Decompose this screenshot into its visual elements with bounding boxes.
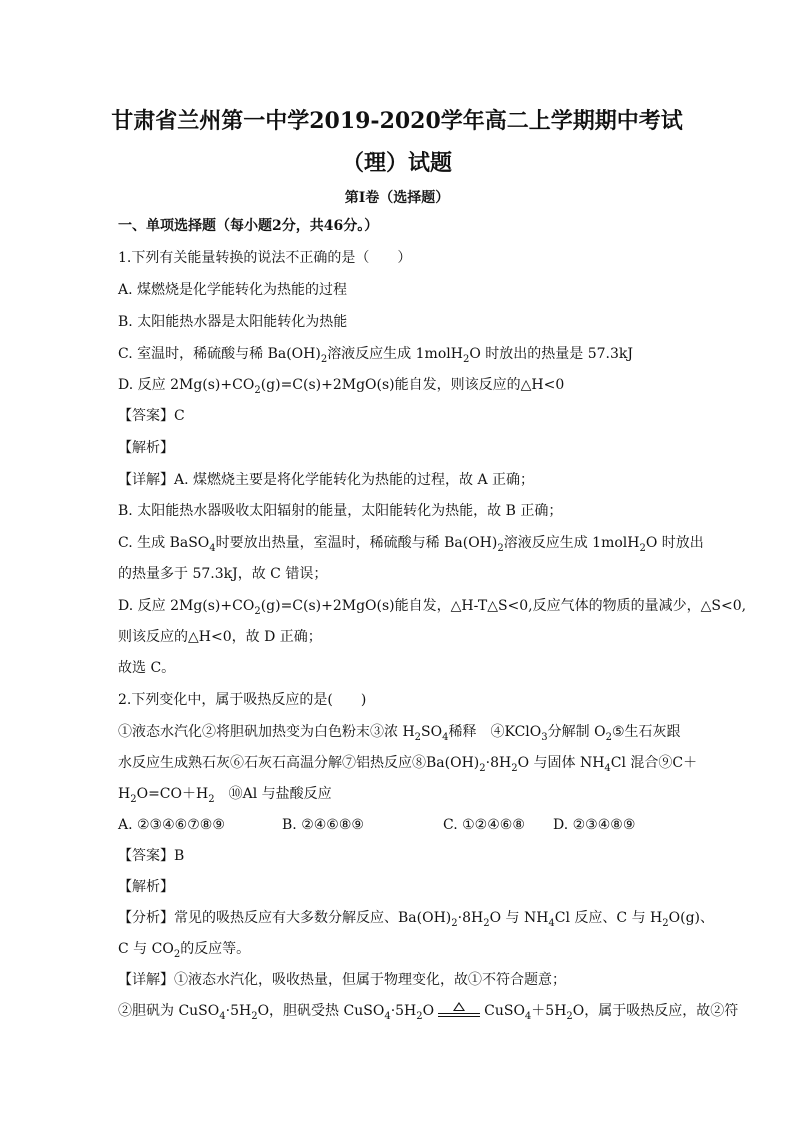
question-2-option-d: D. ②③④⑧⑨ — [553, 817, 636, 833]
question-1-analysis-label: 【解析】 — [118, 440, 174, 456]
question-2-option-b: B. ②④⑥⑧⑨ — [282, 817, 364, 833]
section-heading: 第Ⅰ卷（选择题） — [344, 190, 450, 206]
question-1-option-c: C. 室温时，稀硫酸与稀 $Ba(OH)_2$溶液反应生成 1molH$_2$O 时放出的热量是 57.3kJ — [118, 346, 633, 365]
page-title-line-2: （理）试题 — [341, 150, 452, 176]
question-1-explanation-b: B. 太阳能热水器吸收太阳辐射的能量，太阳能转化为热能，故 B 正确； — [118, 503, 563, 519]
question-1-option-a: A. 煤燃烧是化学能转化为热能的过程 — [118, 282, 348, 298]
question-2-items-line-2: 水反应生成熟石灰⑥石灰石高温分解⑦铝热反应$⑧Ba(OH)_2\cdot 8H_2O$ 与固体 $NH_4Cl$ 混合⑨C＋ — [118, 755, 698, 774]
question-1-explanation-a: 【详解】A. 煤燃烧主要是将化学能转化为热能的过程，故 A 正确； — [118, 472, 535, 488]
part-heading: 一、单项选择题（每小题2分，共46分。） — [118, 218, 379, 234]
question-1-explanation-c-cont: 的热量多于 57.3kJ，故 C 错误； — [118, 566, 328, 582]
question-2-items-line-1: ①液态水汽化②将胆矾加热变为白色粉末③浓 $H_2SO_4$稀释 ④KClO$_3$分解制 $O_2⑤$生石灰跟 — [118, 724, 681, 743]
question-2-analysis-label: 【解析】 — [118, 879, 174, 895]
question-1-stem: 1.下列有关能量转换的说法不正确的是（ ） — [118, 250, 412, 266]
page-title: 甘肃省兰州第一中学2019-2020学年高二上学期期中考试 — [111, 108, 683, 134]
question-2-items-line-3: $H_2O=CO+H_2$ ⑩Al 与盐酸反应 — [118, 786, 332, 805]
question-1-explanation-d-cont: 则该反应的△H<0，故 D 正确； — [118, 629, 322, 645]
question-2-stem: 2.下列变化中，属于吸热反应的是( ) — [118, 692, 367, 708]
question-1-explanation-d: D. 反应 $2Mg(s)+CO_2(g)=C(s)+2MgO(s)$能自发，△H-T△S<0,反应气体的物质的量减少，△S<0, — [118, 598, 747, 617]
question-1-option-b: B. 太阳能热水器是太阳能转化为热能 — [118, 314, 348, 330]
heating-arrow-icon — [438, 1004, 480, 1018]
question-1-explanation-c: C. 生成 BaSO$_4$时要放出热量，室温时，稀硫酸与稀 $Ba(OH)_2$溶液反应生成 1molH$_2$O 时放出 — [118, 535, 704, 554]
question-1-answer: 【答案】C — [118, 408, 185, 424]
question-2-answer: 【答案】B — [118, 848, 185, 864]
question-2-option-a: A. ②③④⑥⑦⑧⑨ — [118, 817, 225, 833]
question-2-analysis-line-2: C 与 $CO_2$的反应等。 — [118, 941, 251, 960]
question-2-analysis-line-1: 【分析】常见的吸热反应有大多数分解反应、$Ba(OH)_2\cdot 8H_2O$ 与 $NH_4Cl$ 反应、C 与 $H_2O(g)$、 — [118, 910, 715, 929]
question-1-conclusion: 故选 C。 — [118, 660, 176, 676]
question-2-detail-line-1: 【详解】①液态水汽化，吸收热量，但属于物理变化，故①不符合题意； — [118, 972, 566, 988]
question-1-option-d: D. 反应 $2Mg(s)+CO_2(g)=C(s)+2MgO(s)$能自发，则该反应的△H<0 — [118, 377, 565, 396]
question-2-option-c: C. ①②④⑥⑧ — [443, 817, 525, 833]
question-2-detail-line-2: ②胆矾为 $CuSO_4\cdot 5H_2O$，胆矾受热 $CuSO_4\cdot 5H_2O$ $CuSO_4+5H_2O$，属于吸热反应，故②符 — [118, 1003, 739, 1022]
